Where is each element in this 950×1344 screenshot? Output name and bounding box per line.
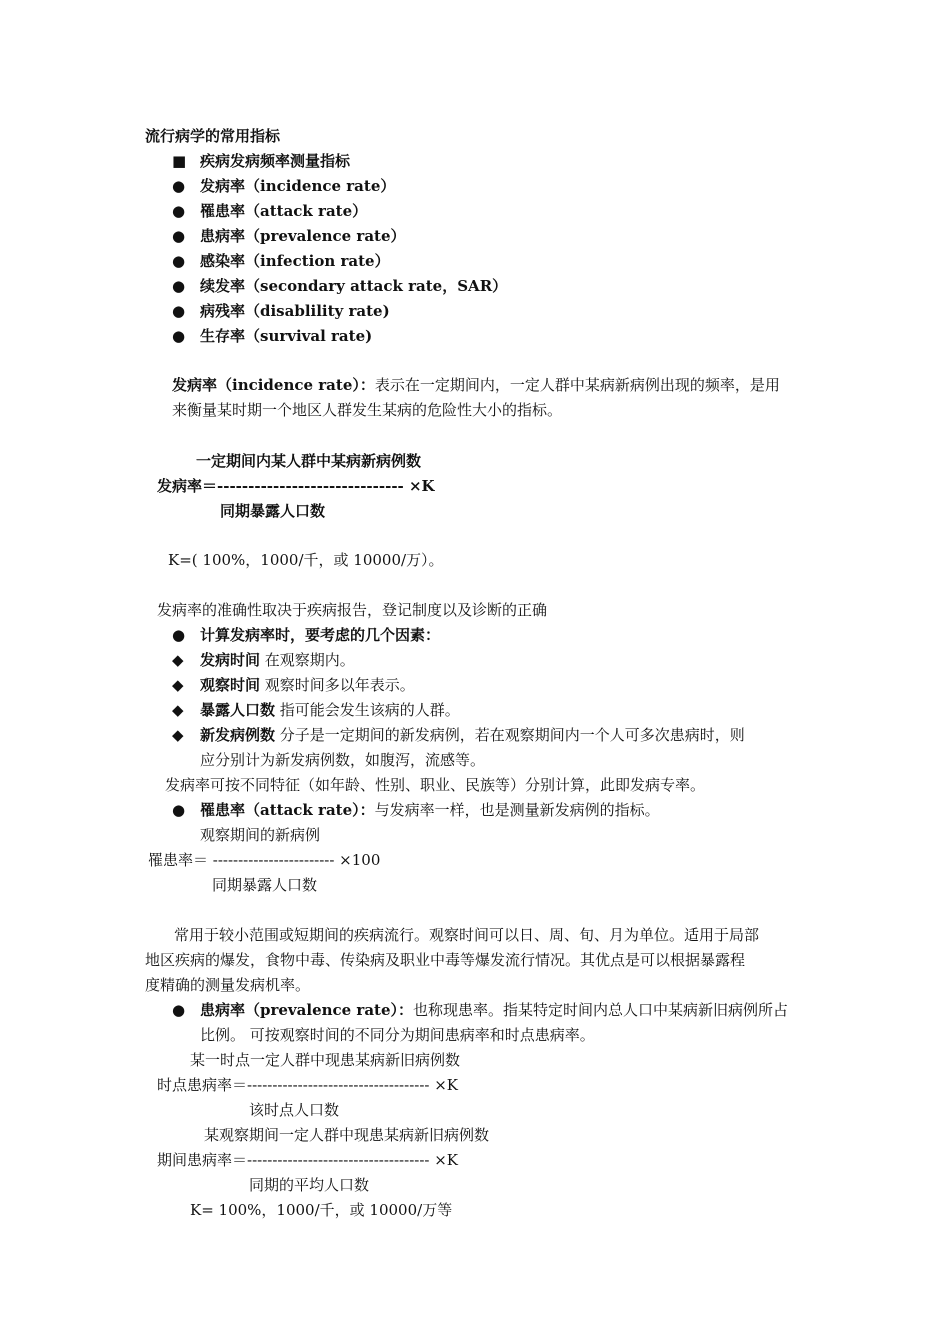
factor-item-cont: 应分别计为新发病例数，如腹泻，流感等。 <box>200 751 486 769</box>
attack-definition: ● 罹患率（attack rate）：与发病率一样，也是测量新发病例的指标。 <box>172 801 660 819</box>
period-prevalence-denominator: 同期的平均人口数 <box>249 1176 370 1194</box>
attack-paragraph: 常用于较小范围或短期间的疾病流行。观察时间可以日、周、旬、月为单位。适用于局部 <box>174 926 760 944</box>
point-prevalence-denominator: 该时点人口数 <box>249 1101 340 1119</box>
incidence-definition: 发病率（incidence rate）：表示在一定期间内，一定人群中某病新病例出现的频率，是用 <box>172 376 780 394</box>
attack-denominator: 同期暴露人口数 <box>212 876 318 894</box>
bullet-icon: ● <box>172 626 186 644</box>
list-item: ● 患病率（prevalence rate） <box>172 227 406 245</box>
attack-term: 罹患率（attack rate）： <box>200 801 375 819</box>
incidence-definition-cont: 来衡量某时期一个地区人群发生某病的危险性大小的指标。 <box>172 401 563 419</box>
list-item: ● 生存率（survival rate) <box>172 327 373 345</box>
bullet-icon: ● <box>172 202 186 220</box>
incidence-term: 发病率（incidence rate）： <box>172 376 375 394</box>
list-item: ● 罹患率（attack rate） <box>172 202 368 220</box>
page-title: 流行病学的常用指标 <box>145 127 281 145</box>
period-prevalence-formula: 期间患病率＝------------------------------------ ×K <box>157 1151 459 1169</box>
attack-paragraph: 度精确的测量发病机率。 <box>145 976 311 994</box>
list-header-text: 疾病发病频率测量指标 <box>200 152 351 170</box>
bullet-icon: ● <box>172 227 186 245</box>
list-header <box>172 151 350 171</box>
factor-item: ◆ 观察时间 观察时间多以年表示。 <box>172 676 415 694</box>
prevalence-term: 患病率（prevalence rate）： <box>200 1001 414 1019</box>
incidence-formula: 发病率＝------------------------------ ×K <box>157 477 435 495</box>
incidence-accuracy: 发病率的准确性取决于疾病报告，登记制度以及诊断的正确 <box>157 601 548 619</box>
incidence-denominator: 同期暴露人口数 <box>220 502 326 520</box>
list-item: ● 续发率（secondary attack rate，SAR） <box>172 277 508 295</box>
diamond-bullet-icon: ◆ <box>172 676 184 694</box>
bullet-icon: ● <box>172 1001 186 1019</box>
diamond-bullet-icon: ◆ <box>172 726 184 744</box>
diamond-bullet-icon: ◆ <box>172 701 184 719</box>
list-item: ● 病残率（disablility rate) <box>172 302 390 320</box>
point-prevalence-formula: 时点患病率＝------------------------------------ ×K <box>157 1076 459 1094</box>
factor-item: ◆ 新发病例数 分子是一定期间的新发病例，若在观察期间内一个人可多次患病时，则 <box>172 726 745 744</box>
bullet-icon: ● <box>172 177 186 195</box>
incidence-numerator: 一定期间内某人群中某病新病例数 <box>196 452 422 470</box>
prevalence-k-note: K= 100%，1000/千，或 10000/万等 <box>190 1201 453 1219</box>
bullet-icon: ● <box>172 252 186 270</box>
bullet-icon: ● <box>172 327 186 345</box>
attack-formula: 罹患率＝ ------------------------ ×100 <box>148 851 381 869</box>
bullet-icon: ● <box>172 801 186 819</box>
prevalence-definition-cont: 比例。 可按观察时间的不同分为期间患病率和时点患病率。 <box>200 1026 595 1044</box>
point-prevalence-numerator: 某一时点一定人群中现患某病新旧病例数 <box>190 1051 461 1069</box>
bullet-icon: ● <box>172 277 186 295</box>
factor-item: ◆ 暴露人口数 指可能会发生该病的人群。 <box>172 701 460 719</box>
list-item: ● 发病率（incidence rate） <box>172 177 396 195</box>
prevalence-definition: ● 患病率（prevalence rate）：也称现患率。指某特定时间内总人口中某病新旧病例所占 <box>172 1001 789 1019</box>
diamond-bullet-icon: ◆ <box>172 651 184 669</box>
bullet-icon: ● <box>172 302 186 320</box>
incidence-k-note: K=( 100%，1000/千，或 10000/万）。 <box>168 551 444 569</box>
period-prevalence-numerator: 某观察期间一定人群中现患某病新旧病例数 <box>204 1126 490 1144</box>
incidence-special: 发病率可按不同特征（如年龄、性别、职业、民族等）分别计算，此即发病专率。 <box>165 776 706 794</box>
square-bullet-icon: ■ <box>172 152 187 170</box>
list-item: ● 感染率（infection rate） <box>172 252 390 270</box>
factor-item: ◆ 发病时间 在观察期内。 <box>172 651 355 669</box>
attack-numerator: 观察期间的新病例 <box>200 826 321 844</box>
factors-title: ● 计算发病率时，要考虑的几个因素： <box>172 626 441 644</box>
attack-paragraph: 地区疾病的爆发，食物中毒、传染病及职业中毒等爆发流行情况。其优点是可以根据暴露程 <box>145 951 746 969</box>
